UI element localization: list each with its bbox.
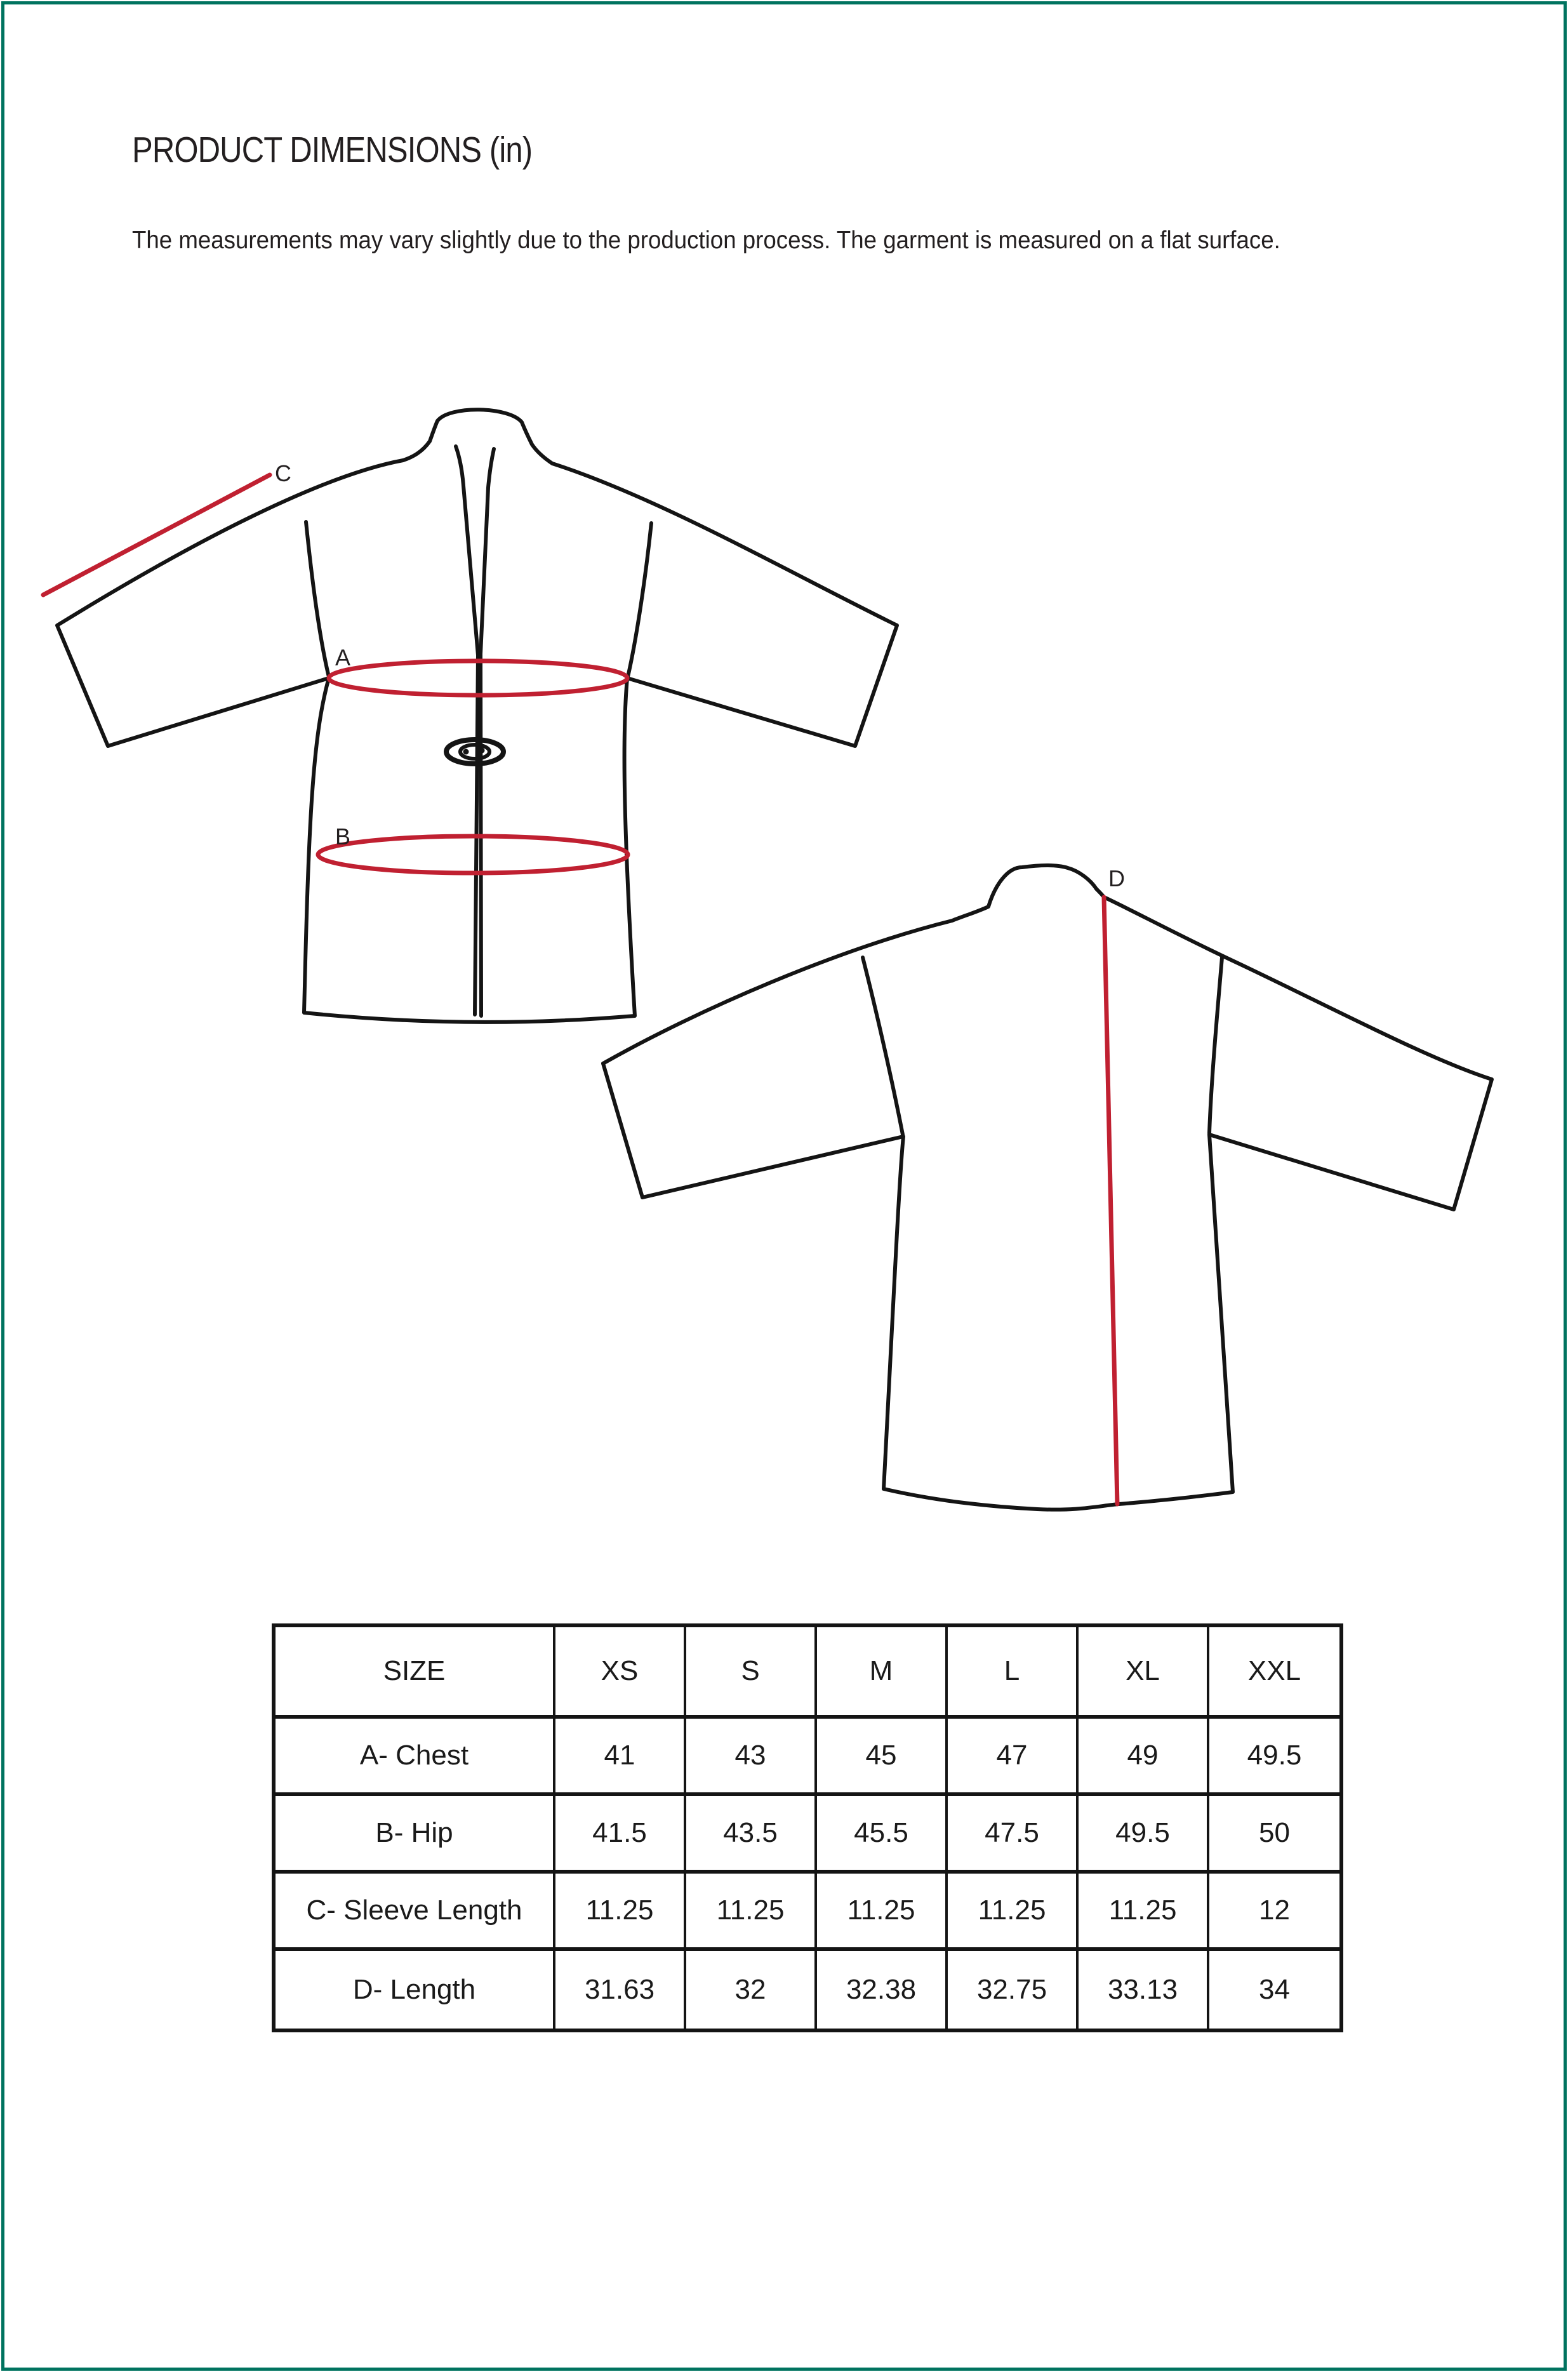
chest-xxl: 49.5 [1209,1719,1339,1796]
hip-l: 47.5 [948,1796,1079,1874]
sleeve-m: 11.25 [817,1874,948,1951]
row-label-sleeve: C- Sleeve Length [276,1874,555,1951]
hip-xl: 49.5 [1079,1796,1209,1874]
length-m: 32.38 [817,1951,948,2029]
table-header-xxl: XXL [1209,1627,1339,1719]
row-label-chest: A- Chest [276,1719,555,1796]
label-hip: B [335,823,351,850]
table-header-s: S [686,1627,817,1719]
length-xl: 33.13 [1079,1951,1209,2029]
front-right-placket-line [481,449,494,1016]
sleeve-s: 11.25 [686,1874,817,1951]
front-left-placket-line [456,446,478,1015]
length-xs: 31.63 [555,1951,686,2029]
hip-m: 45.5 [817,1796,948,1874]
back-right-armhole-seam [1209,957,1222,1133]
chest-l: 47 [948,1719,1079,1796]
label-length: D [1108,865,1125,891]
front-left-armhole-seam [306,522,329,677]
sleeve-xs: 11.25 [555,1874,686,1951]
table-header-l: L [948,1627,1079,1719]
back-outline-path [603,865,1492,1510]
length-l: 32.75 [948,1951,1079,2029]
label-chest: A [335,644,351,670]
table-header-size: SIZE [276,1627,555,1719]
toggle-button-dot-right [479,748,485,754]
chest-m: 45 [817,1719,948,1796]
length-xxl: 34 [1259,1974,1290,2005]
chest-s: 43 [686,1719,817,1796]
page-subtitle: The measurements may vary slightly due to the production process. The garment is measured on a flat surface. [132,227,1280,254]
front-right-armhole-seam [628,523,651,677]
hip-xs: 41.5 [555,1796,686,1874]
chest-xs: 41 [555,1719,686,1796]
label-sleeve: C [275,460,291,486]
hip-xxl: 50 [1209,1796,1339,1874]
sleeve-measure-line [43,475,270,595]
sleeve-l: 11.25 [948,1874,1079,1951]
row-label-length: D- Length [276,1951,555,2029]
table-header-xl: XL [1079,1627,1209,1719]
table-header-xs: XS [555,1627,686,1719]
length-s: 32 [686,1951,817,2029]
length-measure-line [1104,897,1117,1504]
table-header-m: M [817,1627,948,1719]
garment-back-diagram [571,825,1536,1536]
row-label-hip: B- Hip [276,1796,555,1874]
sleeve-xxl: 12 [1209,1874,1339,1951]
page-title: PRODUCT DIMENSIONS (in) [132,130,533,170]
chest-xl: 49 [1079,1719,1209,1796]
hip-s: 43.5 [686,1796,817,1874]
toggle-button-dot-left [463,749,469,755]
back-left-armhole-seam [863,957,903,1135]
size-table [272,1623,1343,2032]
sleeve-xl: 11.25 [1079,1874,1209,1951]
